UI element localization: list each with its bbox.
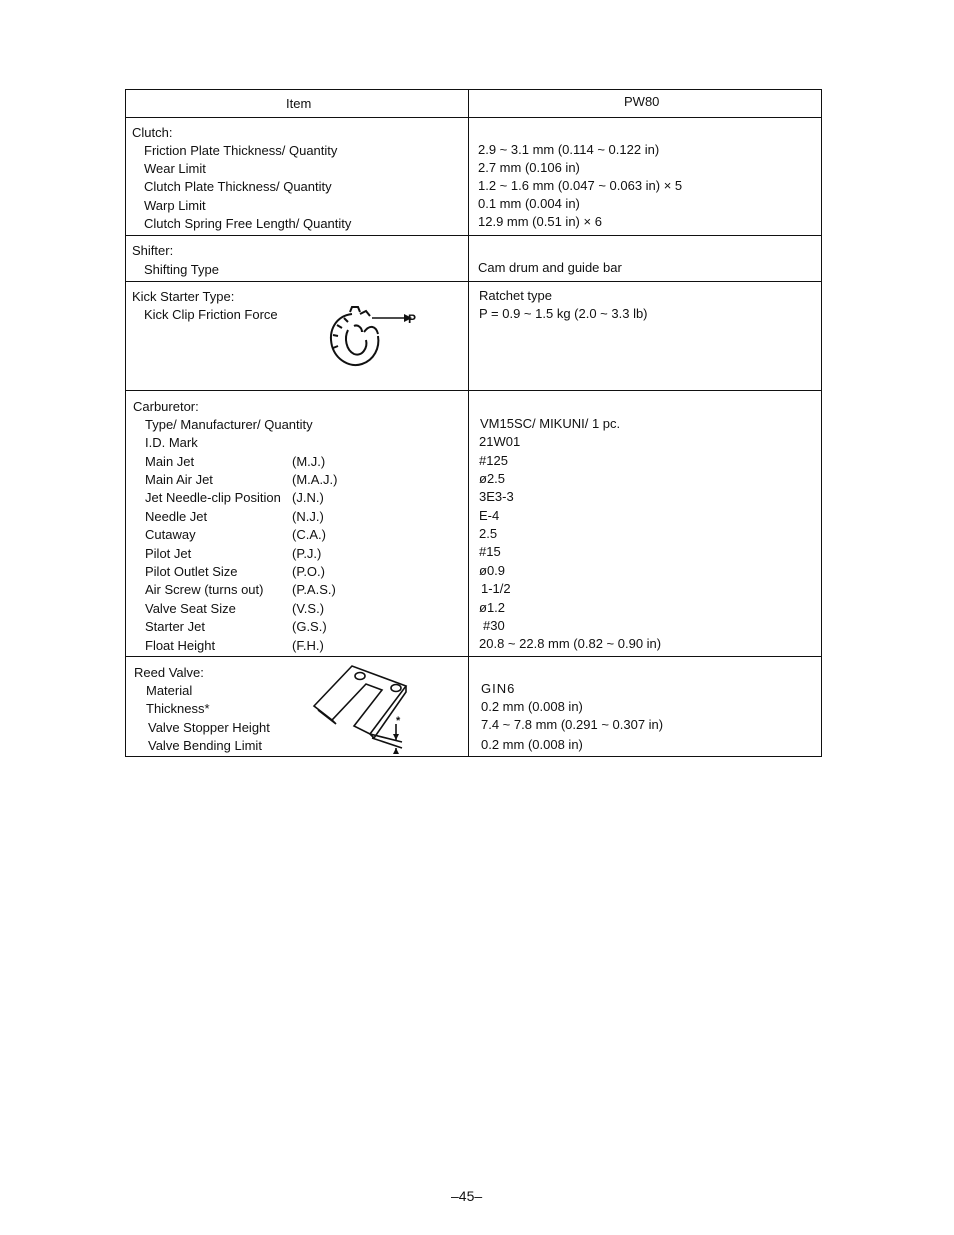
carb-title: Carburetor: [133,399,199,414]
carb-abbr: (M.J.) [292,454,326,469]
carb-value: #15 [479,544,501,559]
reed-value: 0.2 mm (0.008 in) [481,737,583,752]
reed-value: GIN6 [481,681,516,696]
reed-label: Valve Stopper Height [148,720,270,735]
clutch-value: 2.7 mm (0.106 in) [478,160,580,175]
carb-abbr: (M.A.J.) [292,472,338,487]
carb-abbr: (N.J.) [292,509,324,524]
carb-label: Type/ Manufacturer/ Quantity [145,417,313,432]
carb-label: Pilot Jet [145,546,192,561]
section-divider [125,281,822,282]
reed-label: Thickness* [146,701,210,716]
carb-label: Starter Jet [145,619,205,634]
thickness-mark: * [396,715,401,727]
header-model: PW80 [624,94,660,109]
clutch-value: 12.9 mm (0.51 in) × 6 [478,214,602,229]
carb-label: Air Screw (turns out) [145,582,264,597]
shifter-label: Shifting Type [144,262,219,277]
thickness-arrow-up [393,748,399,754]
carb-value: E-4 [479,508,500,523]
clutch-label: Clutch Spring Free Length/ Quantity [144,216,352,231]
reed-valve-illustration [310,660,410,756]
reed-label: Material [146,683,193,698]
clutch-label: Clutch Plate Thickness/ Quantity [144,179,332,194]
clutch-label: Warp Limit [144,198,206,213]
clutch-title: Clutch: [132,125,173,140]
carb-abbr: (P.O.) [292,564,325,579]
carb-abbr: (P.J.) [292,546,322,561]
section-divider [125,390,822,391]
header-divider [125,117,822,118]
kick-label: Kick Clip Friction Force [144,307,278,322]
carb-value: 3E3-3 [479,489,514,504]
carb-value: ø0.9 [479,563,506,578]
carb-label: Needle Jet [145,509,208,524]
kick-clip-illustration [320,302,420,374]
carb-value: ø2.5 [479,471,506,486]
carb-abbr: (G.S.) [292,619,327,634]
carb-abbr: (F.H.) [292,638,324,653]
thickness-arrow-down [393,734,399,740]
reed-title: Reed Valve: [134,665,204,680]
carb-value: 21W01 [479,434,521,449]
reed-label: Valve Bending Limit [148,738,262,753]
shifter-title: Shifter: [132,243,174,258]
carb-value: ø1.2 [479,600,506,615]
shifter-value: Cam drum and guide bar [478,260,622,275]
clutch-value: 2.9 ~ 3.1 mm (0.114 ~ 0.122 in) [478,142,660,157]
clutch-value: 0.1 mm (0.004 in) [478,196,580,211]
reed-value: 0.2 mm (0.008 in) [481,699,583,714]
carb-label: Main Air Jet [145,472,213,487]
carb-value: 1-1/2 [481,581,511,596]
carb-abbr: (P.A.S.) [292,582,336,597]
carb-label: Float Height [145,638,216,653]
carb-label: Main Jet [145,454,195,469]
clutch-label: Friction Plate Thickness/ Quantity [144,143,338,158]
clutch-label: Wear Limit [144,161,206,176]
carb-label: Cutaway [145,527,196,542]
section-divider [125,656,822,657]
reed-value: 7.4 ~ 7.8 mm (0.291 ~ 0.307 in) [481,717,664,732]
header-item: Item [286,96,312,111]
carb-abbr: (J.N.) [292,490,324,505]
carb-abbr: (C.A.) [292,527,326,542]
kick-title: Kick Starter Type: [132,289,235,304]
carb-value: #30 [483,618,505,633]
carb-label: Pilot Outlet Size [145,564,238,579]
carb-value: 2.5 [479,526,498,541]
clutch-value: 1.2 ~ 1.6 mm (0.047 ~ 0.063 in) × 5 [478,178,683,193]
carb-label: Jet Needle-clip Position [145,490,281,505]
kick-type-value: Ratchet type [479,288,552,303]
carb-label: Valve Seat Size [145,601,236,616]
section-divider [125,235,822,236]
carb-abbr: (V.S.) [292,601,325,616]
carb-value: 20.8 ~ 22.8 mm (0.82 ~ 0.90 in) [479,636,662,651]
kick-value: P = 0.9 ~ 1.5 kg (2.0 ~ 3.3 lb) [479,306,648,321]
carb-value: #125 [479,453,508,468]
force-label: P [408,312,417,326]
page-number: –45– [451,1188,483,1204]
carb-value: VM15SC/ MIKUNI/ 1 pc. [480,416,621,431]
carb-label: I.D. Mark [145,435,198,450]
